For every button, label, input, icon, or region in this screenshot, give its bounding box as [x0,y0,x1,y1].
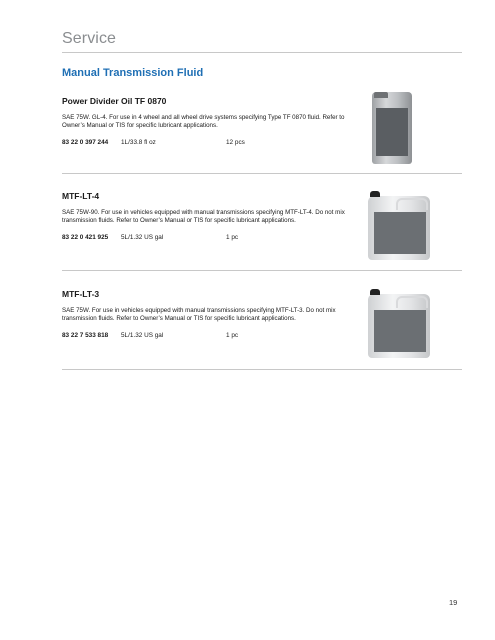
part-number: 83 22 0 421 925 [62,234,109,242]
bottle-label [376,108,408,156]
product-description: SAE 75W. GL-4. For use in 4 wheel and all wheel drive systems specifying Type TF 0870 fluid. Refer to Owner’s Manual or TIS for specific lubricant applications. [62,114,345,130]
part-number: 83 22 0 397 244 [62,139,109,147]
quantity: 12 pcs [226,139,245,147]
volume: 5L/1.32 US gal [121,234,164,242]
section-title: Manual Transmission Fluid [62,67,204,79]
product-spec-row [62,332,352,341]
product-divider [62,270,462,271]
part-number: 83 22 7 533 818 [62,332,109,340]
product-mtf-lt-3 [62,289,352,341]
product-power-divider-oil [62,96,352,148]
product-image-jug [368,294,430,358]
quantity: 1 pc [226,234,239,242]
volume: 5L/1.32 US gal [121,332,164,340]
product-mtf-lt-4 [62,191,352,243]
jug-label [374,310,426,352]
jug-handle [396,198,428,210]
quantity: 1 pc [226,332,239,340]
page-title: Service [62,30,117,47]
product-description: SAE 75W. For use in vehicles equipped with manual transmissions specifying MTF-LT-3. Do not mix transmission fluids. Refer to Owner’s Manual or TIS for specific lubricant applications. [62,307,336,323]
product-image-jug [368,196,430,260]
volume: 1L/33.8 fl oz [121,139,156,147]
product-description: SAE 75W-90. For use in vehicles equipped with manual transmissions specifying MTF-LT-4. Do not mix transmission fluids. Refer to Owner’s Manual or TIS for specific lubricant applications. [62,209,345,225]
product-spec-row [62,234,352,243]
jug-label [374,212,426,254]
product-name: Power Divider Oil TF 0870 [62,96,167,106]
page-number: 19 [449,598,458,607]
bottle-cap [374,92,388,98]
header-divider [62,52,462,53]
product-name: MTF-LT-4 [62,191,100,201]
product-image-bottle [372,92,412,164]
jug-cap [370,289,380,295]
product-spec-row [62,139,352,148]
product-name: MTF-LT-3 [62,289,100,299]
jug-cap [370,191,380,197]
jug-handle [396,296,428,308]
product-divider [62,369,462,370]
product-divider [62,173,462,174]
